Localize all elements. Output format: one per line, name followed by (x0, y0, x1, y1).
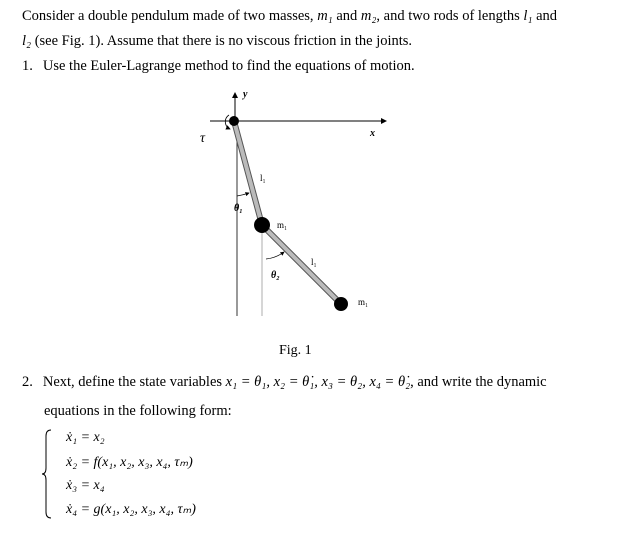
theta2-label: θ₂ (271, 270, 280, 281)
tau-label: τ (200, 131, 206, 146)
pivot (229, 116, 239, 126)
item-text: , and write the dynamic (410, 374, 547, 390)
state-variables: x₁ = θ₁, x₂ = θ̇₁, x₃ = θ₂, x₄ = θ̇₂ (225, 374, 411, 390)
left-brace-icon (40, 428, 54, 520)
intro-text: Consider a double pendulum made of two masses, (22, 8, 318, 24)
intro-text: , and two rods of lengths (376, 8, 524, 24)
mass-2 (334, 297, 348, 311)
l2-symbol: l₂ (22, 33, 32, 49)
mass-1 (254, 217, 270, 233)
figure-caption: Fig. 1 (279, 343, 312, 358)
equation-4: ẋ₄ = g(x₁, x₂, x₃, x₄, τₘ) (66, 502, 196, 517)
mass2-label: m₁ (358, 297, 369, 307)
item-number: 2. (22, 374, 33, 390)
m2-symbol: m₂ (360, 8, 377, 24)
m1-symbol: m₁ (317, 8, 333, 24)
y-axis-label: y (243, 89, 248, 100)
intro-text: and (532, 8, 558, 24)
item-text: Next, define the state variables (42, 374, 226, 390)
equation-1: ẋ₁ = x₂ (66, 430, 105, 445)
item-2-line-2: equations in the following form: (44, 403, 232, 419)
intro-text: and (332, 8, 361, 24)
equation-3: ẋ₃ = x₄ (66, 478, 105, 493)
item-text: Use the Euler-Lagrange method to find the equations of motion. (42, 58, 415, 74)
item-2 (22, 374, 547, 391)
rod1-label: l₁ (260, 173, 266, 183)
theta1-arc (237, 193, 249, 196)
item-number: 1. (22, 58, 33, 74)
intro-text: (see Fig. 1). Assume that there is no viscous friction in the joints. (31, 33, 413, 49)
theta2-arc (266, 252, 284, 259)
rod2-label: l₁ (311, 257, 317, 267)
equation-2: ẋ₂ = f(x₁, x₂, x₃, x₄, τₘ) (66, 455, 193, 470)
l1-symbol: l₁ (523, 8, 533, 24)
theta1-label: θ₁ (234, 203, 243, 214)
mass1-label: m₁ (277, 220, 288, 230)
x-axis-label: x (370, 128, 375, 139)
